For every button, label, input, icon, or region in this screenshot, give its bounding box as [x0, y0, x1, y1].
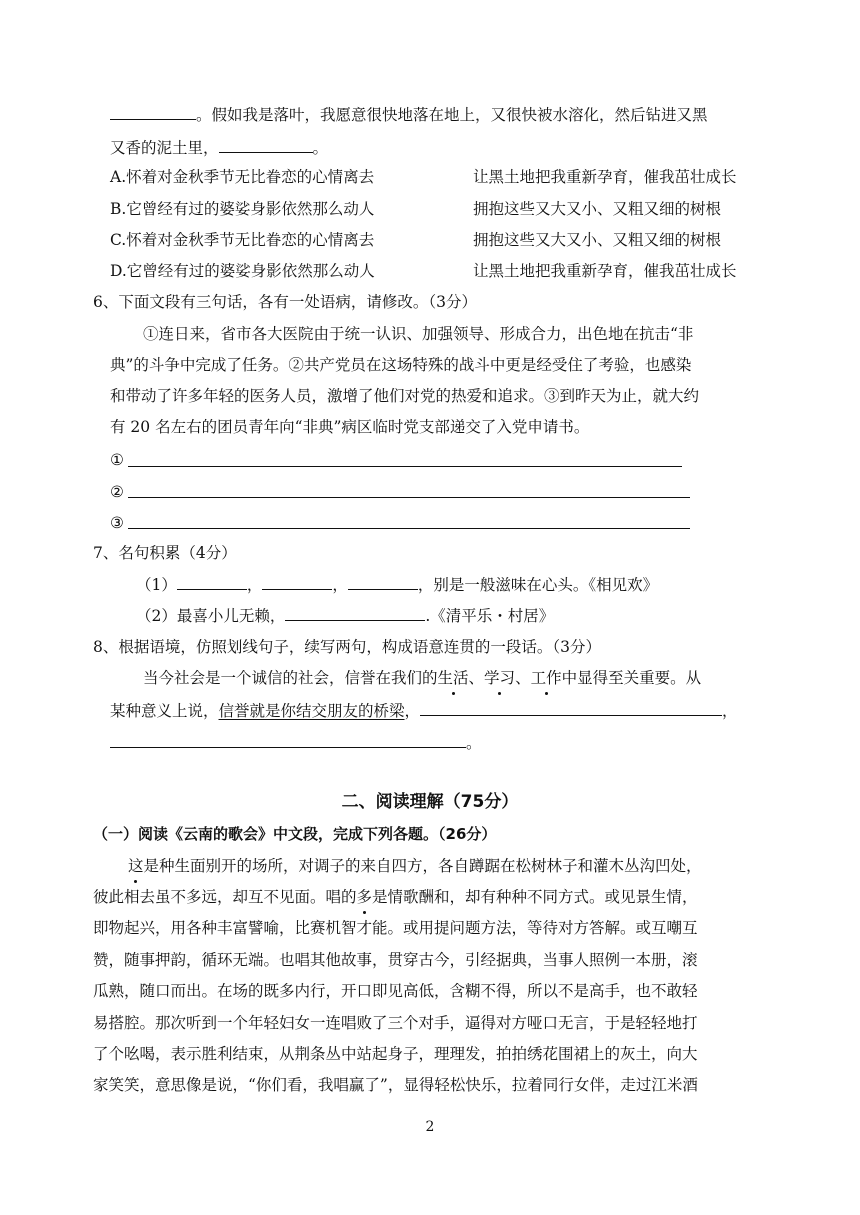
q6-mark-1: ① — [110, 451, 124, 469]
q5-line1: 。假如我是落叶，我愿意很快地落在地上，又很快被水溶化，然后钻进又黑 — [110, 103, 708, 126]
q6-paragraph-line3: 和带动了许多年轻的医务人员，激增了他们对党的热爱和追求。③到昨天为止，就大约 — [110, 387, 700, 405]
q8-emphasis-study: 学习 — [484, 669, 516, 687]
q7-title: 7、名句积累（4分） — [93, 544, 237, 562]
passage-line-3: 即物起兴，用各种丰富譬喻，比赛机智才能。或用提问题方法，等待对方答解。或互嘲互 — [93, 919, 698, 937]
q8-blank-2[interactable] — [110, 731, 466, 748]
q6-paragraph-line1: ①连日来，省市各大医院由于统一认识、加强领导、形成合力，出色地在抗击“非 — [143, 325, 694, 343]
passage-line-8: 家笑笑，意思像是说，“你们看，我唱赢了”，显得轻松快乐，拉着同行女伴，走过江米酒 — [93, 1076, 698, 1094]
q6-answer-line-3[interactable] — [128, 528, 690, 529]
passage-line-1: 这是种生面别开的场所，对调子的来自四方，各自蹲踞在松树林子和灌木丛沟凹处， — [128, 857, 702, 875]
q5-line2: 又香的泥土里， 。 — [110, 136, 328, 159]
q8-emphasis-work: 工作 — [530, 669, 562, 687]
passage-line-5: 瓜熟，随口而出。在场的既多内行，开口即见高低，含糊不得，所以不是高手，也不敢轻 — [93, 982, 698, 1000]
q5-option-d: D.它曾经有过的婆娑身影依然那么动人 — [110, 262, 375, 280]
passage-line-4: 赞，随事押韵，循环无端。也唱其他故事，贯穿古今，引经据典，当事人照例一本册，滚 — [93, 951, 698, 969]
section-2-heading: 二、阅读理解（75分） — [341, 792, 519, 812]
q7-blank-3[interactable] — [348, 573, 418, 590]
q5-blank-1[interactable] — [110, 103, 196, 120]
q8-line1: 当今社会是一个诚信的社会，信誉在我们的生活、学习、工作中显得至关重要。从 — [143, 669, 702, 687]
q7-blank-1[interactable] — [177, 573, 247, 590]
q6-mark-3: ③ — [110, 514, 124, 532]
q6-title: 6、下面文段有三句话，各有一处语病，请修改。（3分） — [93, 293, 477, 311]
q5-option-b: B.它曾经有过的婆娑身影依然那么动人 — [110, 200, 375, 218]
q5-option-a: A.怀着对金秋季节无比眷恋的心情离去 — [110, 168, 375, 186]
q7-blank-2[interactable] — [262, 573, 332, 590]
q6-paragraph-line2: 典”的斗争中完成了任务。②共产党员在这场特殊的战斗中更是经受住了考验，也感染 — [110, 356, 692, 374]
q6-paragraph-line4: 有 20 名左右的团员青年向“非典”病区临时党支部递交了入党申请书。 — [110, 418, 590, 436]
q5-option-b-right: 拥抱这些又大又小、又粗又细的树根 — [473, 200, 722, 218]
q8-title: 8、根据语境，仿照划线句子，续写两句，构成语意连贯的一段话。（3分） — [93, 638, 601, 656]
q7-item-1: （1） ， ， ，别是一般滋味在心头。《相见欢》 — [136, 573, 658, 596]
q5-option-c-right: 拥抱这些又大又小、又粗又细的树根 — [473, 231, 722, 249]
q6-answer-line-2[interactable] — [128, 497, 690, 498]
q8-emphasis-life: 生活 — [437, 669, 469, 687]
q6-mark-2: ② — [110, 483, 124, 501]
q5-option-d-right: 让黑土地把我重新孕育，催我茁壮成长 — [473, 262, 737, 280]
q6-answer-line-1[interactable] — [128, 466, 682, 467]
reading-1-heading: （一）阅读《云南的歌会》中文段，完成下列各题。（26分） — [93, 825, 497, 843]
q8-blank-1[interactable] — [420, 699, 722, 716]
q8-line2: 某种意义上说，信誉就是你结交朋友的桥梁， ， — [110, 699, 738, 722]
q5-option-a-right: 让黑土地把我重新孕育，催我茁壮成长 — [473, 168, 737, 186]
q8-line3: 。 — [110, 731, 482, 754]
page-number: 2 — [425, 1119, 435, 1135]
q8-underlined-sentence: 信誉就是你结交朋友的桥梁 — [218, 702, 405, 720]
q5-option-c: C.怀着对金秋季节无比眷恋的心情离去 — [110, 231, 375, 249]
passage-line-6: 易搭腔。那次听到一个年轻妇女一连唱败了三个对手，逼得对方哑口无言，于是轻轻地打 — [93, 1014, 698, 1032]
q5-blank-2[interactable] — [219, 136, 313, 153]
q7-blank-4[interactable] — [285, 604, 425, 621]
passage-line-7: 了个吆喝，表示胜利结束，从荆条丛中站起身子，理理发，拍拍绣花围裙上的灰土，向大 — [93, 1045, 698, 1063]
passage-line-2: 彼此相去虽不多远，却互不见面。唱的多是情歌酬和，却有种种不同方式。或见景生情， — [93, 888, 698, 906]
q7-item-2: （2）最喜小儿无赖， .《清平乐・村居》 — [136, 604, 554, 627]
